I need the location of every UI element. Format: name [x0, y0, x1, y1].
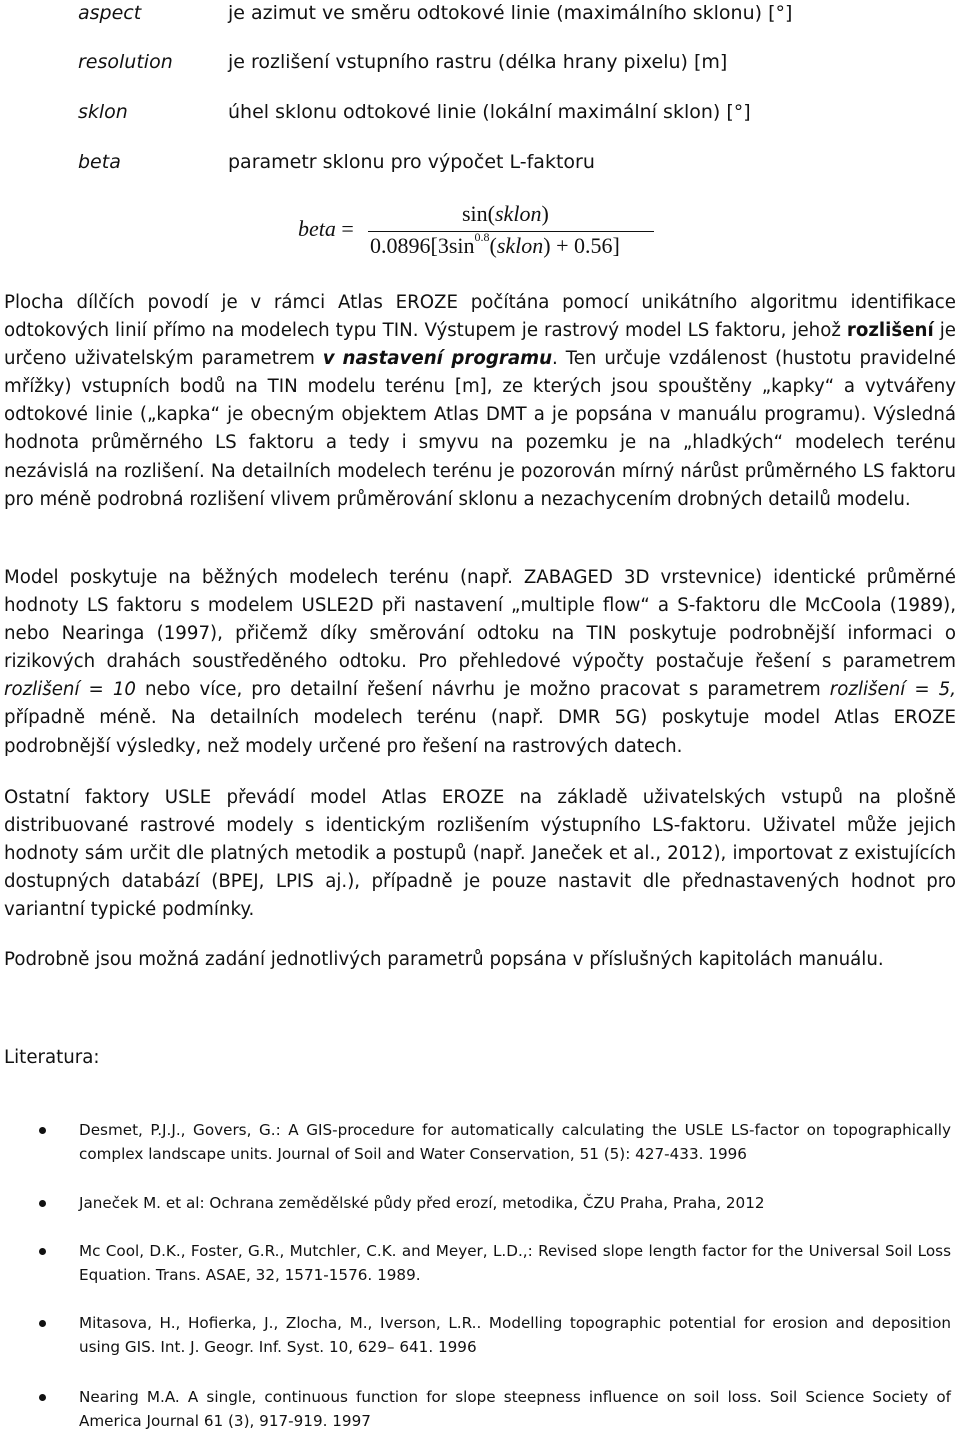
- definition-row: [78, 0, 948, 26]
- paragraph-manual-reference: Podrobně jsou možná zadání jednotlivých parametrů popsána v příslušných kapitolách manuálu.: [4, 949, 884, 970]
- literature-heading: Literatura:: [4, 1047, 100, 1068]
- definition-term: beta: [78, 151, 121, 173]
- bullet-icon: [39, 1394, 46, 1401]
- formula-numerator: sin(sklon): [462, 201, 549, 226]
- definition-term: sklon: [78, 101, 128, 123]
- reference-text: Desmet, P.J.J., Govers, G.: A GIS-procedure for automatically calculating the USLE LS-factor on topographically complex landscape units. Journal of Soil and Water Conservation, 51 (5): 427-433. 1996: [79, 1121, 951, 1163]
- reference-text: Janeček M. et al: Ochrana zemědělské půdy před erozí, metodika, ČZU Praha, Praha, 2012: [79, 1194, 765, 1212]
- fraction-bar: [368, 231, 654, 232]
- reference-text: Nearing M.A. A single, continuous function for slope steepness influence on soil loss. Soil Science Society of America Journal 61 (3), 917-919. 1997: [79, 1388, 951, 1430]
- paragraph-model-comparison: Model poskytuje na běžných modelech terénu (např. ZABAGED 3D vrstevnice) identické průměrné hodnoty LS faktoru s modelem USLE2D při nastavení „multiple flow“ a S-faktoru dle McCoola (1989), nebo Nearinga (1997), přičemž díky směrování odtoku na TIN poskytuje podrobnější informaci o rizikových drahách soustředěného odtoku. Pro přehledové výpočty postačuje řešení s parametrem rozlišení = 10 nebo více, pro detailní řešení návrhu je možno pracovat s parametrem rozlišení = 5, případně méně. Na detailních modelech terénu (např. DMR 5G) poskytuje model Atlas EROZE podrobnější výsledky, než modely určené pro řešení na rastrových datech.: [4, 567, 956, 757]
- paragraph-ls-factor-computation: Plocha dílčích povodí je v rámci Atlas EROZE počítána pomocí unikátního algoritmu identifikace odtokových linií přímo na modelech typu TIN. Výstupem je rastrový model LS faktoru, jehož rozlišení je určeno uživatelským parametrem v nastavení programu. Ten určuje vzdálenost (hustotu pravidelné mřížky) vstupních bodů na TIN modelu terénu [m], ze kterých jsou spouštěny „kapky“ a vytvářeny odtokové linie („kapka“ je obecným objektem Atlas DMT a je popsána v manuálu programu). Výsledná hodnota průměrného LS faktoru a tedy i smyvu na pozemku je na „hladkých“ modelech terénu nezávislá na rozlišení. Na detailních modelech terénu je pozorován mírný nárůst průměrného LS faktoru pro méně podrobná rozlišení vlivem průměrování sklonu a nezachycením drobných detailů modelu.: [4, 292, 956, 510]
- reference-text: Mc Cool, D.K., Foster, G.R., Mutchler, C.K. and Meyer, L.D.,: Revised slope length factor for the Universal Soil Loss Equation. Trans. ASAE, 32, 1571-1576. 1989.: [79, 1242, 951, 1284]
- bullet-icon: [39, 1127, 46, 1134]
- bullet-icon: [39, 1200, 46, 1207]
- definition-row: [78, 149, 948, 175]
- beta-formula: [298, 196, 678, 268]
- definition-description: je azimut ve směru odtokové linie (maximálního sklonu) [°]: [228, 2, 793, 24]
- bullet-icon: [39, 1248, 46, 1255]
- definition-row: [78, 99, 948, 125]
- definition-row: [78, 49, 948, 75]
- formula-lhs: beta =: [298, 216, 354, 241]
- bullet-icon: [39, 1320, 46, 1327]
- definition-term: resolution: [78, 51, 173, 73]
- paragraph-other-factors: Ostatní faktory USLE převádí model Atlas EROZE na základě uživatelských vstupů na plošně distribuované rastrové modely s identickým rozlišením výstupního LS-faktoru. Uživatel může jejich hodnoty sám určit dle platných metodik a postupů (např. Janeček et al., 2012), importovat z existujících dostupných databází (BPEJ, LPIS aj.), případně je pouze nastavit dle přednastavených hodnot pro variantní typické podmínky.: [4, 787, 956, 921]
- formula-denominator: $0.0896[3\sin^{0.8}(sklon) + 0.56]$: [370, 229, 620, 258]
- definition-description: je rozlišení vstupního rastru (délka hrany pixelu) [m]: [228, 51, 728, 73]
- definition-description: úhel sklonu odtokové linie (lokální maximální sklon) [°]: [228, 101, 751, 123]
- reference-text: Mitasova, H., Hofierka, J., Zlocha, M., Iverson, L.R.. Modelling topographic potential for erosion and deposition using GIS. Int. J. Geogr. Inf. Syst. 10, 629– 641. 1996: [79, 1314, 951, 1356]
- definition-description: parametr sklonu pro výpočet L-faktoru: [228, 151, 595, 173]
- definition-term: aspect: [78, 2, 142, 24]
